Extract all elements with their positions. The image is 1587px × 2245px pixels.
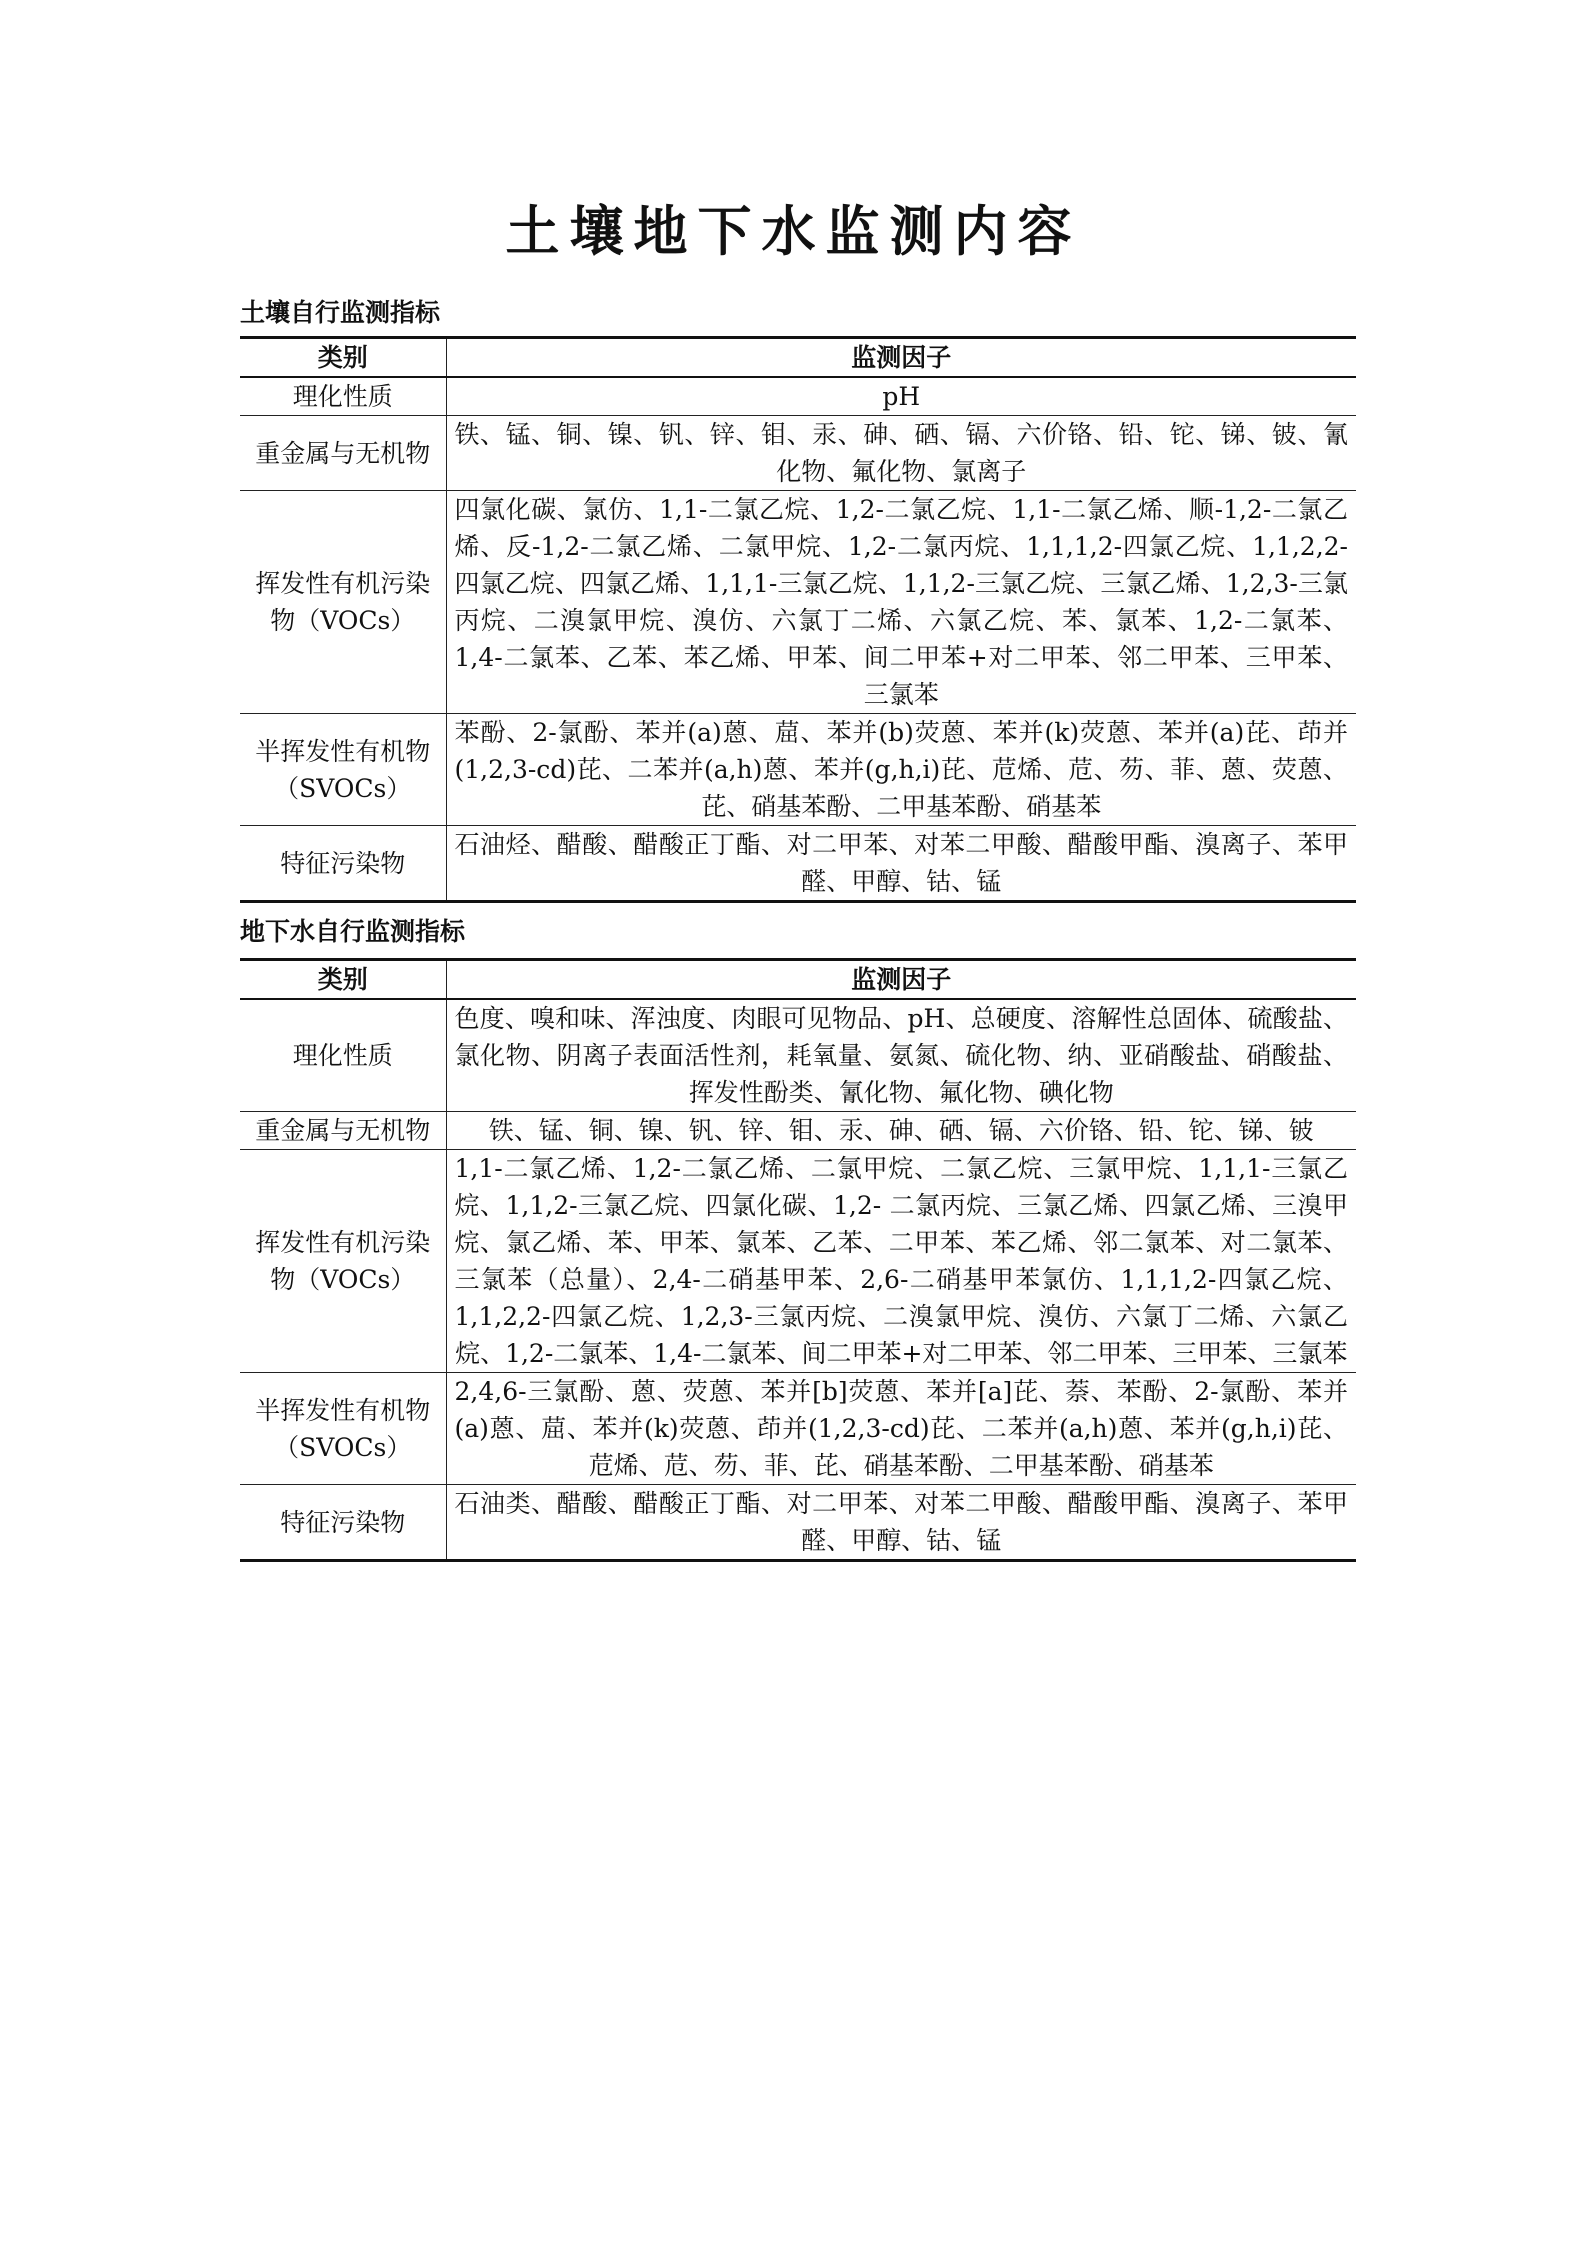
row-factors: 苯酚、2-氯酚、苯并(a)蒽、䓛、苯并(b)荧蒽、苯并(k)荧蒽、苯并(a)芘、茚并(1,2,3-cd)芘、二苯并(a,h)蒽、苯并(g,h,i)芘、苊烯、苊、芴、菲、蒽、荧蒽、芘、硝基苯酚、二甲基苯酚、硝基苯: [446, 714, 1356, 826]
row-category: 特征污染物: [240, 826, 446, 902]
table-row: [240, 1485, 1356, 1561]
row-category: 重金属与无机物: [240, 1112, 446, 1150]
column-header-category: 类别: [240, 338, 446, 378]
row-category: 挥发性有机污染物（VOCs）: [240, 491, 446, 714]
row-category: 半挥发性有机物（SVOCs）: [240, 1373, 446, 1485]
soil-monitoring-table: [240, 336, 1356, 903]
row-factors: 四氯化碳、氯仿、1,1-二氯乙烷、1,2-二氯乙烷、1,1-二氯乙烯、顺-1,2-二氯乙烯、反-1,2-二氯乙烯、二氯甲烷、1,2-二氯丙烷、1,1,1,2-四氯乙烷、1,1,2,2-四氯乙烷、四氯乙烯、1,1,1-三氯乙烷、1,1,2-三氯乙烷、三氯乙烯、1,2,3-三氯丙烷、二溴氯甲烷、溴仿、六氯丁二烯、六氯乙烷、苯、氯苯、1,2-二氯苯、1,4-二氯苯、乙苯、苯乙烯、甲苯、间二甲苯+对二甲苯、邻二甲苯、三甲苯、三氯苯: [446, 491, 1356, 714]
row-factors: pH: [882, 382, 921, 411]
row-factors: 铁、锰、铜、镍、钒、锌、钼、汞、砷、硒、镉、六价铬、铅、铊、锑、铍: [446, 1112, 1356, 1150]
column-header-factors: 监测因子: [446, 960, 1356, 1000]
table-row: [240, 491, 1356, 714]
row-category: 特征污染物: [240, 1485, 446, 1561]
table-row: [240, 1373, 1356, 1485]
table-row: [240, 714, 1356, 826]
table-row: [240, 377, 1356, 416]
table-row: [240, 999, 1356, 1112]
row-factors: 石油类、醋酸、醋酸正丁酯、对二甲苯、对苯二甲酸、醋酸甲酯、溴离子、苯甲醛、甲醇、钴、锰: [446, 1485, 1356, 1561]
table-header-row: [240, 338, 1356, 378]
column-header-factors: 监测因子: [446, 338, 1356, 378]
row-factors: 2,4,6-三氯酚、蒽、荧蒽、苯并[b]荧蒽、苯并[a]芘、萘、苯酚、2-氯酚、苯并(a)蒽、䓛、苯并(k)荧蒽、茚并(1,2,3-cd)芘、二苯并(a,h)蒽、苯并(g,h,i)芘、苊烯、苊、芴、菲、芘、硝基苯酚、二甲基苯酚、硝基苯: [446, 1373, 1356, 1485]
table-row: [240, 1112, 1356, 1150]
row-factors: 1,1-二氯乙烯、1,2-二氯乙烯、二氯甲烷、二氯乙烷、三氯甲烷、1,1,1-三氯乙烷、1,1,2-三氯乙烷、四氯化碳、1,2- 二氯丙烷、三氯乙烯、四氯乙烯、三溴甲烷、氯乙烯、苯、甲苯、氯苯、乙苯、二甲苯、苯乙烯、邻二氯苯、对二氯苯、三氯苯（总量）、2,4-二硝基甲苯、2,6-二硝基甲苯氯仿、1,1,1,2-四氯乙烷、1,1,2,2-四氯乙烷、1,2,3-三氯丙烷、二溴氯甲烷、溴仿、六氯丁二烯、六氯乙烷、1,2-二氯苯、1,4-二氯苯、间二甲苯+对二甲苯、邻二甲苯、三甲苯、三氯苯: [446, 1150, 1356, 1373]
table-row: [240, 416, 1356, 491]
soil-section-caption: 土壤自行监测指标: [240, 298, 441, 327]
groundwater-section-caption: 地下水自行监测指标: [240, 917, 466, 946]
row-category: 理化性质: [240, 377, 446, 416]
groundwater-monitoring-table: [240, 958, 1356, 1562]
row-factors: 铁、锰、铜、镍、钒、锌、钼、汞、砷、硒、镉、六价铬、铅、铊、锑、铍、氰化物、氟化物、氯离子: [446, 416, 1356, 491]
row-factors: 石油烃、醋酸、醋酸正丁酯、对二甲苯、对苯二甲酸、醋酸甲酯、溴离子、苯甲醛、甲醇、钴、锰: [446, 826, 1356, 902]
table-row: [240, 1150, 1356, 1373]
row-category: 半挥发性有机物（SVOCs）: [240, 714, 446, 826]
table-row: [240, 826, 1356, 902]
table-header-row: [240, 960, 1356, 1000]
column-header-category: 类别: [240, 960, 446, 1000]
row-category: 理化性质: [240, 999, 446, 1112]
row-factors: 色度、嗅和味、浑浊度、肉眼可见物品、pH、总硬度、溶解性总固体、硫酸盐、氯化物、阴离子表面活性剂，耗氧量、氨氮、硫化物、纳、亚硝酸盐、硝酸盐、挥发性酚类、氰化物、氟化物、碘化物: [454, 1004, 1348, 1107]
row-category: 重金属与无机物: [240, 416, 446, 491]
row-category: 挥发性有机污染物（VOCs）: [240, 1150, 446, 1373]
page-title: 土壤地下水监测内容: [505, 199, 1082, 263]
